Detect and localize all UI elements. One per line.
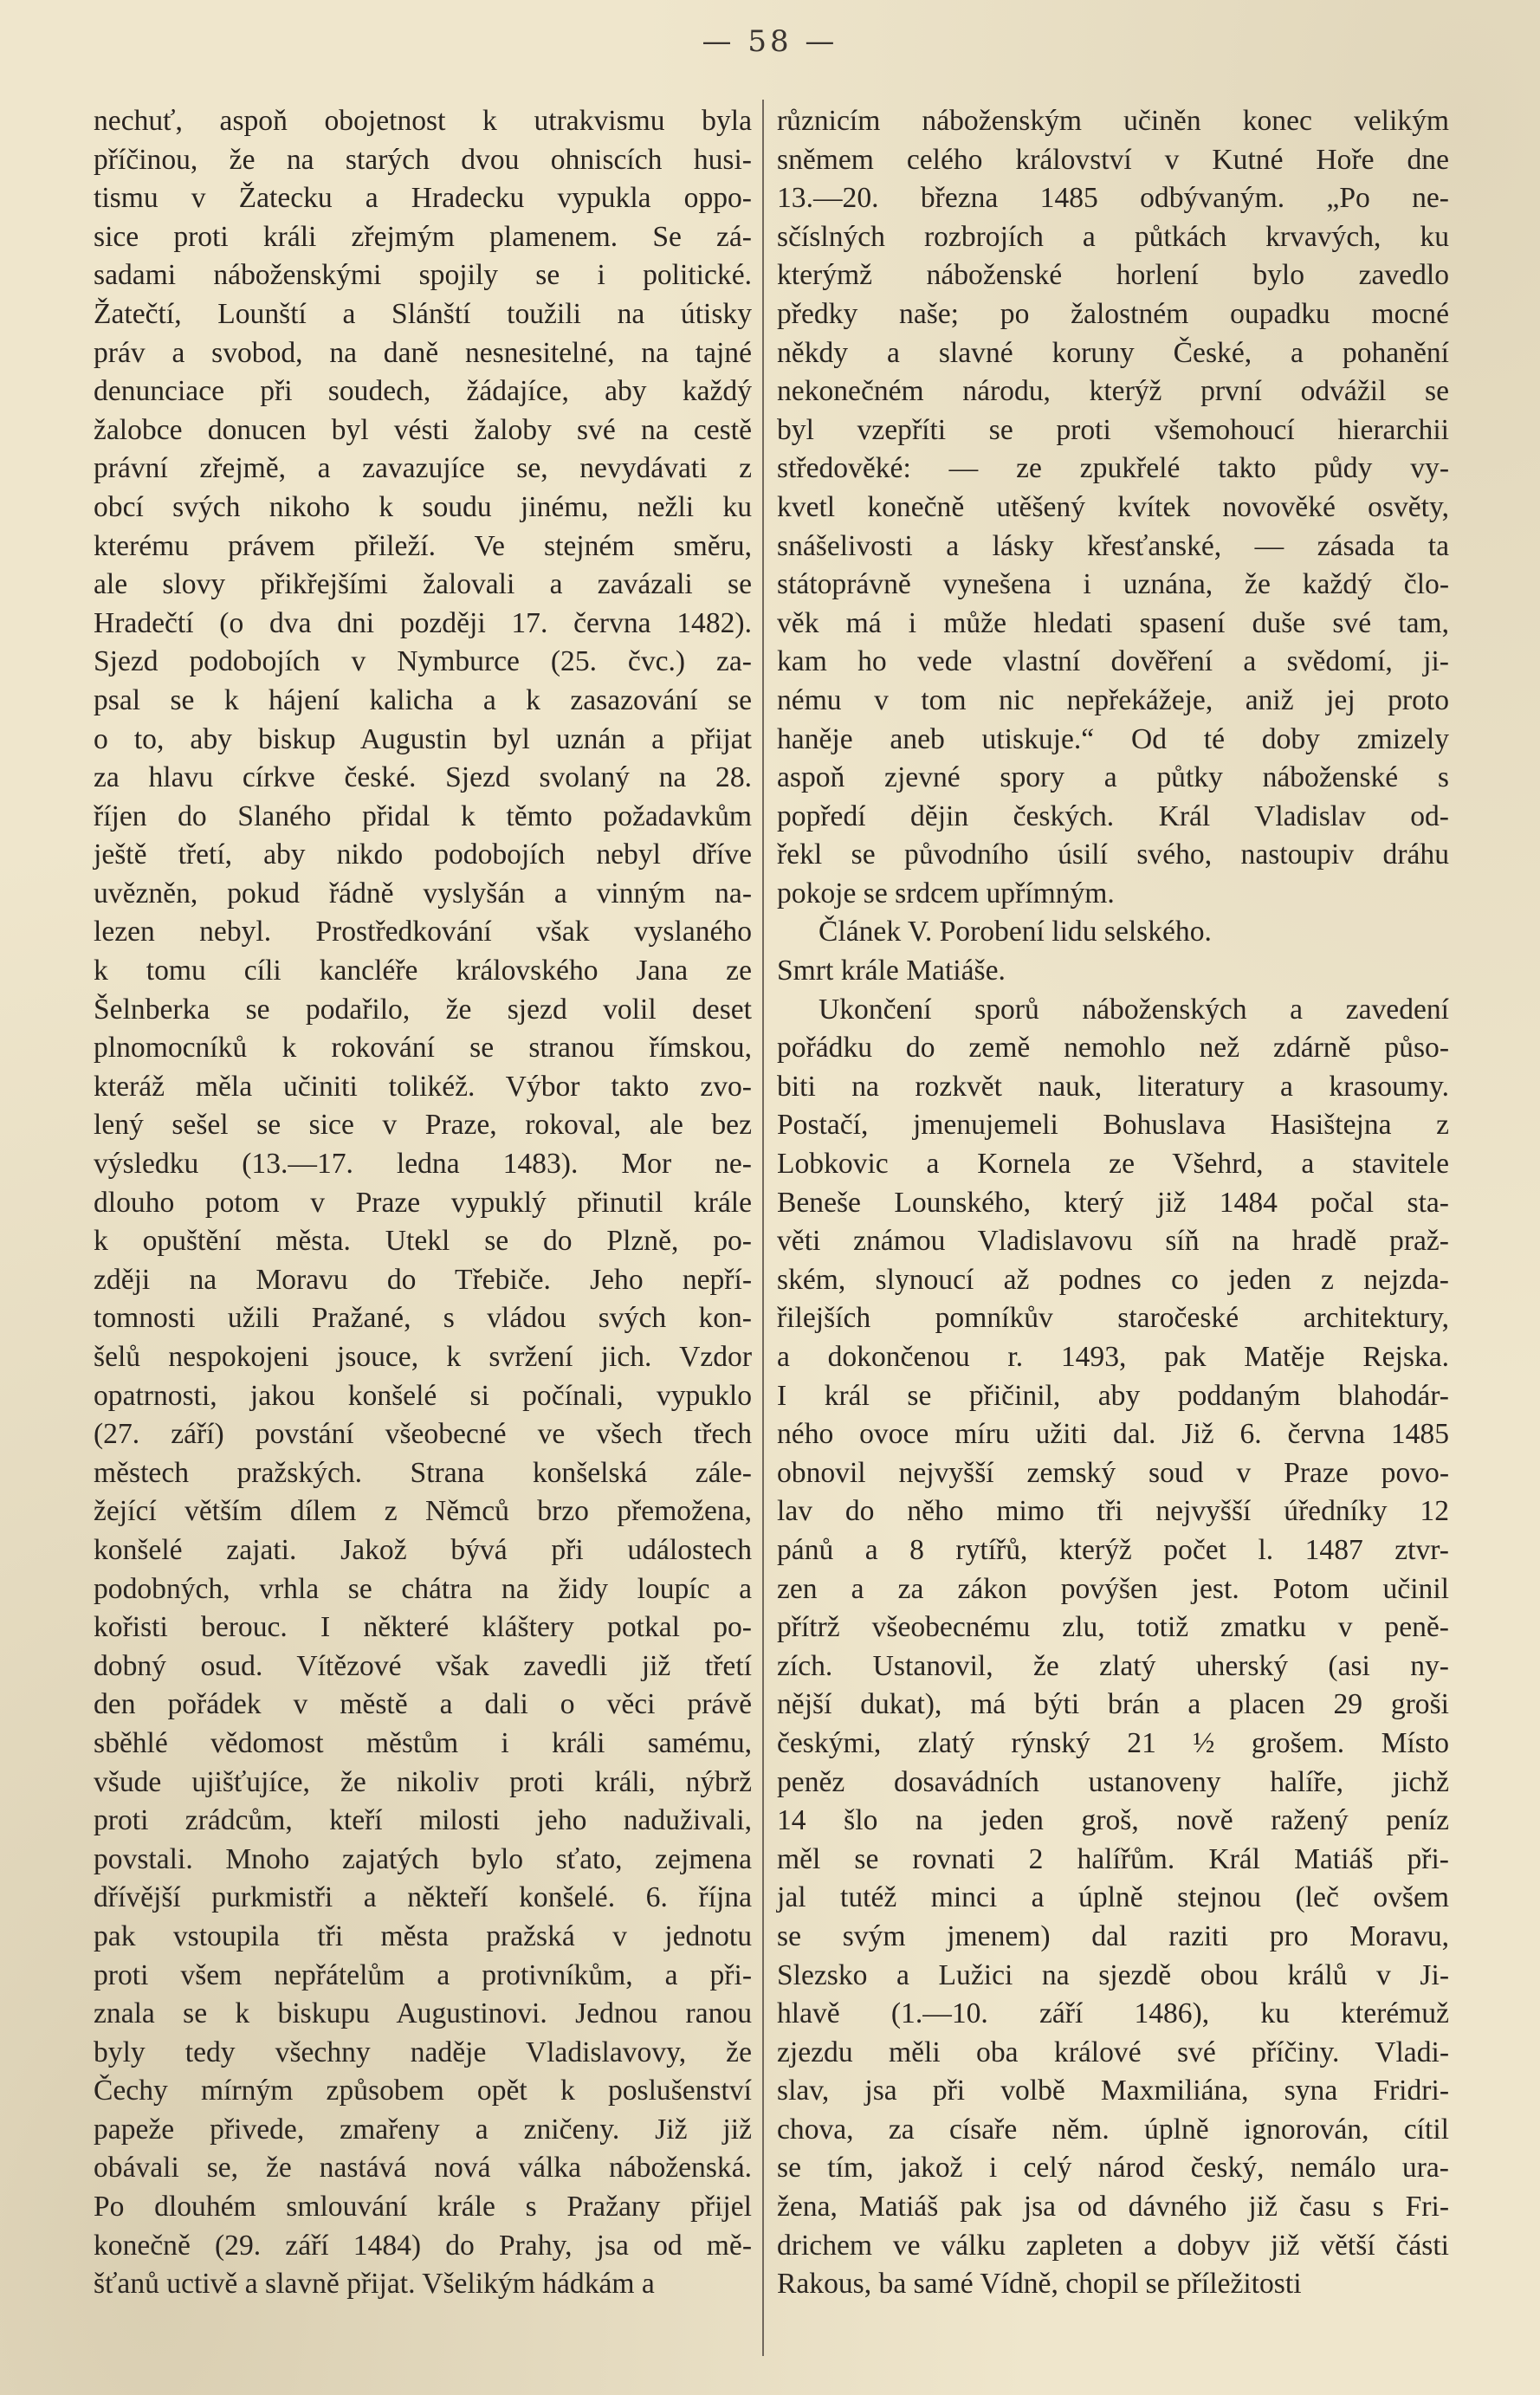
text-line: řekl se původního úsilí svého, nastoupiv dráhu bbox=[777, 838, 1449, 871]
text-line: právní zřejmě, a zavazujíce se, nevydávati z bbox=[94, 452, 752, 485]
text-line: proti zrádcům, kteří milosti jeho naduživali, bbox=[94, 1804, 752, 1837]
text-line: dřívější purkmistři a někteří konšelé. 6. října bbox=[94, 1881, 752, 1914]
text-line: lený sešel se sice v Praze, rokoval, ale bez bbox=[94, 1109, 752, 1142]
text-line: příčinou, že na starých dvou ohniscích husi- bbox=[94, 143, 752, 176]
text-line: Šelnberka se podařilo, že sjezd volil deset bbox=[94, 993, 752, 1026]
text-line: nému v tom nic nepřekážeje, aniž jej proto bbox=[777, 683, 1449, 716]
text-line: se tím, jakož i celý národ český, nemálo ura- bbox=[777, 2152, 1449, 2185]
text-line: Sjezd podobojích v Nymburce (25. čvc.) za- bbox=[94, 645, 752, 678]
text-line: podobných, vrhla se chátra na židy loupíc a bbox=[94, 1572, 752, 1605]
text-line: zději na Moravu do Třebiče. Jeho nepří- bbox=[94, 1263, 752, 1296]
text-line: městech pražských. Strana konšelská zále- bbox=[94, 1456, 752, 1489]
text-line: výsledku (13.—17. ledna 1483). Mor ne- bbox=[94, 1148, 752, 1181]
text-line: kvetl konečně utěšený kvítek novověké osvěty, bbox=[777, 490, 1449, 523]
right-text-column bbox=[777, 102, 1449, 2304]
text-line: středověké: — ze zpukřelé takto půdy vy- bbox=[777, 452, 1449, 485]
text-line: nekonečném národu, kterýž první odvážil se bbox=[777, 375, 1449, 408]
text-line: lezen nebyl. Prostředkování však vyslaného bbox=[94, 916, 752, 948]
text-line: aspoň zjevné spory a půtky náboženské s bbox=[777, 761, 1449, 794]
text-line: žalobce donucen byl vésti žaloby své na cestě bbox=[94, 413, 752, 446]
text-line: šelů nespokojeni jsouce, k svržení jich. Vzdor bbox=[94, 1341, 752, 1373]
text-line: (27. září) povstání všeobecné ve všech třech bbox=[94, 1418, 752, 1451]
text-line: haněje aneb utiskuje.“ Od té doby zmizely bbox=[777, 722, 1449, 755]
text-line: se svým jmenem) dal raziti pro Moravu, bbox=[777, 1919, 1449, 1952]
text-line: slav, jsa při volbě Maxmiliána, syna Fridri- bbox=[777, 2075, 1449, 2107]
text-line: kteráž měla učiniti tolikéž. Výbor takto zvo- bbox=[94, 1070, 752, 1103]
text-line: sice proti králi zřejmým plamenem. Se zá- bbox=[94, 220, 752, 253]
text-line: uvězněn, pokud řádně vyslyšán a vinným na- bbox=[94, 877, 752, 909]
text-line: ském, slynoucí až podnes co jeden z nejzda- bbox=[777, 1263, 1449, 1296]
text-line: 14 šlo na jeden groš, nově ražený peníz bbox=[777, 1804, 1449, 1837]
text-line: tismu v Žatecku a Hradecku vypukla oppo- bbox=[94, 182, 752, 215]
text-line: Žatečtí, Lounští a Slánští toužili na útisky bbox=[94, 297, 752, 330]
text-line: lav do něho mimo tři nejvyšší úředníky 12 bbox=[777, 1495, 1449, 1528]
text-line: o to, aby biskup Augustin byl uznán a přijat bbox=[94, 722, 752, 755]
text-line: českými, zlatý rýnský 21 ½ grošem. Místo bbox=[777, 1726, 1449, 1759]
text-line: kam ho vede vlastní dověření a svědomí, ji- bbox=[777, 645, 1449, 678]
text-line: denunciace při soudech, žádajíce, aby každý bbox=[94, 375, 752, 408]
text-line: Slezsko a Lužici na sjezdě obou králů v Ji- bbox=[777, 1958, 1449, 1991]
text-line: papeže přivede, zmařeny a zničeny. Již již bbox=[94, 2113, 752, 2146]
text-line: Článek V. Porobení lidu selského. bbox=[819, 916, 1212, 948]
text-line: všude ujišťujíce, že nikoliv proti králi, nýbrž bbox=[94, 1765, 752, 1798]
text-line: Hradečtí (o dva dni později 17. června 1482). bbox=[94, 606, 752, 639]
text-line: ještě třetí, aby nikdo podobojích nebyl dříve bbox=[94, 838, 752, 871]
text-line: Ukončení sporů náboženských a zavedení bbox=[819, 993, 1449, 1026]
text-line: nechuť, aspoň obojetnost k utrakvismu byla bbox=[94, 105, 752, 137]
text-line: pánů a 8 rytířů, kterýž počet l. 1487 ztvr- bbox=[777, 1533, 1449, 1566]
text-line: snášelivosti a lásky křesťanské, — zásada ta bbox=[777, 529, 1449, 562]
text-line: obávali se, že nastává nová válka náboženská. bbox=[94, 2152, 752, 2185]
text-line: konečně (29. září 1484) do Prahy, jsa od mě- bbox=[94, 2229, 752, 2262]
text-line: nější dukat), má býti brán a placen 29 groši bbox=[777, 1688, 1449, 1721]
text-line: zích. Ustanovil, že zlatý uherský (asi ny- bbox=[777, 1649, 1449, 1682]
text-line: žena, Matiáš pak jsa od dávného již času s Fri- bbox=[777, 2191, 1449, 2223]
text-line: sběhlé vědomost městům i králi samému, bbox=[94, 1726, 752, 1759]
column-divider bbox=[762, 100, 764, 2356]
text-line: Čechy mírným způsobem opět k poslušenství bbox=[94, 2075, 752, 2107]
text-line: byly tedy všechny naděje Vladislavovy, že bbox=[94, 2036, 752, 2068]
text-line: ného ovoce míru užiti dal. Již 6. června 1485 bbox=[777, 1418, 1449, 1451]
page-number: — 58 — bbox=[702, 24, 838, 59]
text-line: obcí svých nikoho k soudu jinému, nežli ku bbox=[94, 490, 752, 523]
text-line: Postačí, jmenujemeli Bohuslava Hasištejna z bbox=[777, 1109, 1449, 1142]
text-line: přítrž všeobecnému zlu, totiž zmatku v peně- bbox=[777, 1611, 1449, 1644]
text-line: a dokončenou r. 1493, pak Matěje Rejska. bbox=[777, 1341, 1449, 1373]
text-line: Beneše Lounského, který již 1484 počal sta- bbox=[777, 1186, 1449, 1219]
text-line: tomnosti užili Pražané, s vládou svých kon- bbox=[94, 1302, 752, 1335]
text-line: ale slovy přikřejšími žalovali a zavázali se bbox=[94, 568, 752, 601]
text-line: věk má i může hledati spasení duše své tam, bbox=[777, 606, 1449, 639]
text-line: Smrt krále Matiáše. bbox=[777, 955, 1006, 987]
text-line: peněz dosavádních ustanoveny halíře, jichž bbox=[777, 1765, 1449, 1798]
text-line: kořisti berouc. I některé kláštery potkal po- bbox=[94, 1611, 752, 1644]
left-text-column bbox=[94, 102, 752, 2304]
text-line: chova, za císaře něm. úplně ignorován, cítil bbox=[777, 2113, 1449, 2146]
text-line: den pořádek v městě a dali o věci právě bbox=[94, 1688, 752, 1721]
text-line: předky naše; po žalostném oupadku mocné bbox=[777, 297, 1449, 330]
text-line: I král se přičinil, aby poddaným blahodár- bbox=[777, 1379, 1449, 1412]
text-line: dlouho potom v Praze vypuklý přinutil krále bbox=[94, 1186, 752, 1219]
text-line: konšelé zajati. Jakož bývá při událostech bbox=[94, 1533, 752, 1566]
text-line: povstali. Mnoho zajatých bylo sťato, zejmena bbox=[94, 1842, 752, 1875]
text-line: říjen do Slaného přidal k těmto požadavkům bbox=[94, 799, 752, 832]
text-line: k opuštění města. Utekl se do Plzně, po- bbox=[94, 1225, 752, 1258]
text-line: psal se k hájení kalicha a k zasazování se bbox=[94, 683, 752, 716]
text-line: pokoje se srdcem upřímným. bbox=[777, 877, 1115, 909]
text-line: někdy a slavné koruny České, a pohanění bbox=[777, 336, 1449, 369]
text-line: za hlavu církve české. Sjezd svolaný na 28. bbox=[94, 761, 752, 794]
text-line: pořádku do země nemohlo než zdárně půso- bbox=[777, 1032, 1449, 1065]
text-line: věti známou Vladislavovu síň na hradě praž- bbox=[777, 1225, 1449, 1258]
text-line: znala se k biskupu Augustinovi. Jednou ranou bbox=[94, 1997, 752, 2030]
text-line: sadami náboženskými spojily se i politické. bbox=[94, 259, 752, 292]
text-line: kterýmž náboženské horlení bylo zavedlo bbox=[777, 259, 1449, 292]
text-line: zjezdu měli oba králové své příčiny. Vladi- bbox=[777, 2036, 1449, 2068]
text-line: drichem ve válku zapleten a dobyv již větší části bbox=[777, 2229, 1449, 2262]
text-line: 13.—20. března 1485 odbývaným. „Po ne- bbox=[777, 182, 1449, 215]
text-line: Po dlouhém smlouvání krále s Pražany přijel bbox=[94, 2191, 752, 2223]
text-line: hlavě (1.—10. září 1486), ku kterémuž bbox=[777, 1997, 1449, 2030]
text-line: šťanů uctivě a slavně přijat. Všelikým hádkám a bbox=[94, 2268, 655, 2301]
text-line: obnovil nejvyšší zemský soud v Praze povo- bbox=[777, 1456, 1449, 1489]
text-line: žející větším dílem z Němců brzo přemožena, bbox=[94, 1495, 752, 1528]
text-line: biti na rozkvět nauk, literatury a krasoumy. bbox=[777, 1070, 1449, 1103]
text-line: pak vstoupila tři města pražská v jednotu bbox=[94, 1919, 752, 1952]
text-line: různicím náboženským učiněn konec velikým bbox=[777, 105, 1449, 137]
text-line: Lobkovic a Kornela ze Všehrd, a stavitele bbox=[777, 1148, 1449, 1181]
text-line: sčíslných rozbrojích a půtkách krvavých, ku bbox=[777, 220, 1449, 253]
text-line: popředí dějin českých. Král Vladislav od- bbox=[777, 799, 1449, 832]
text-line: jal tutéž minci a úplně stejnou (leč ovšem bbox=[777, 1881, 1449, 1914]
text-line: zen a za zákon povýšen jest. Potom učinil bbox=[777, 1572, 1449, 1605]
text-line: plnomocníků k rokování se stranou římskou, bbox=[94, 1032, 752, 1065]
text-line: řilejších pomníkův staročeské architektury, bbox=[777, 1302, 1449, 1335]
text-line: opatrnosti, jakou konšelé si počínali, vypuklo bbox=[94, 1379, 752, 1412]
text-line: státoprávně vynešena i uznána, že každý člo- bbox=[777, 568, 1449, 601]
text-line: Rakous, ba samé Vídně, chopil se příležitosti bbox=[777, 2268, 1302, 2301]
text-line: byl vzepříti se proti všemohoucí hierarchii bbox=[777, 413, 1449, 446]
text-line: k tomu cíli kancléře královského Jana ze bbox=[94, 955, 752, 987]
text-line: sněmem celého království v Kutné Hoře dne bbox=[777, 143, 1449, 176]
text-line: proti všem nepřátelům a protivníkům, a při- bbox=[94, 1958, 752, 1991]
text-line: dobný osud. Vítězové však zavedli již třetí bbox=[94, 1649, 752, 1682]
text-line: práv a svobod, na daně nesnesitelné, na tajné bbox=[94, 336, 752, 369]
text-line: měl se rovnati 2 halířům. Král Matiáš při- bbox=[777, 1842, 1449, 1875]
text-line: kterému právem přileží. Ve stejném směru, bbox=[94, 529, 752, 562]
